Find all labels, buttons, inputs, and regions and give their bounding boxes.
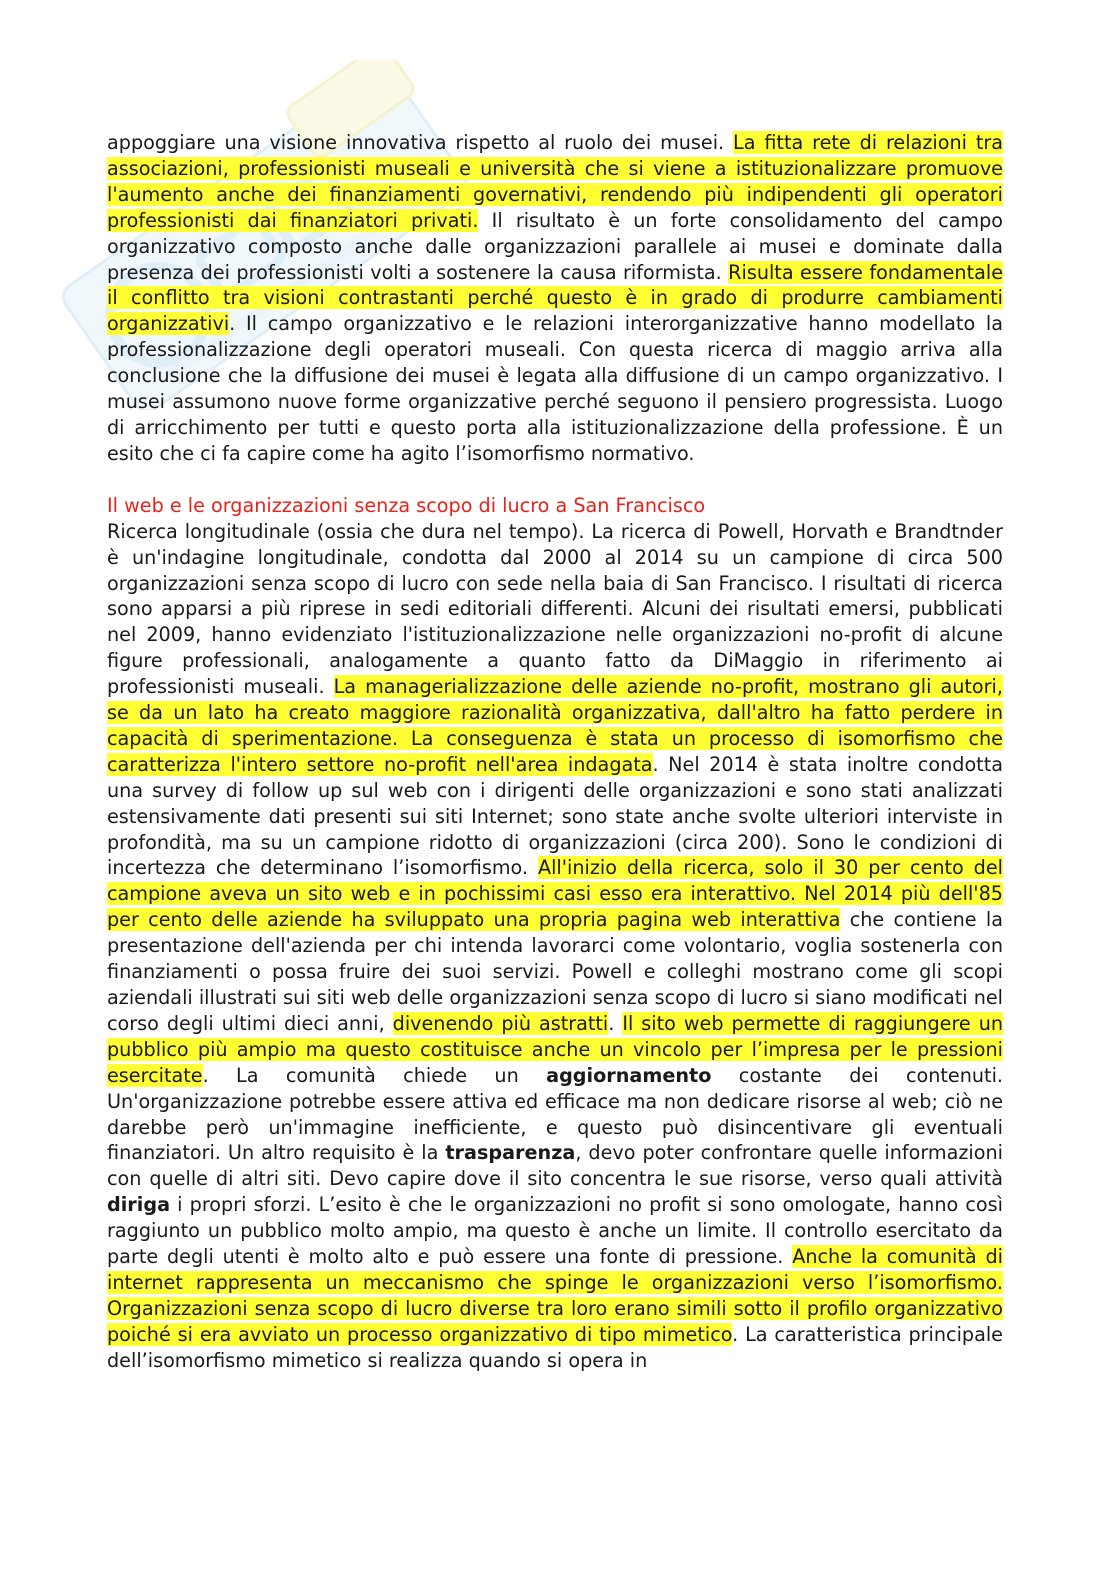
- text-run: . Nel 2014 è stata inoltre condotta una survey di follow up sul web con i dirigenti delle organizzazioni e sono stati analizzati estensivamente dati presenti sui siti Internet; sono state anche svolte ulteriori interviste in profondità, ma su un campione ridotto di organizzazioni (circa 200). Sono le condizioni di incertezza che determinano l’isomorfismo.: [107, 752, 1003, 880]
- highlighted-text: divenendo più astratti: [392, 1011, 609, 1035]
- document-body: [107, 130, 1003, 1374]
- bold-term: aggiornamento: [546, 1063, 712, 1087]
- highlighted-text: La fitta rete di relazioni tra associazioni, professionisti museali e università che si viene a istituzionalizzare promuove l'aumento anche dei finanziamenti governativi, rendendo più indipendenti gli operatori professionisti dai finanziatori privati.: [107, 131, 1004, 232]
- highlighted-text: All'inizio della ricerca, solo il 30 per cento del campione aveva un sito web e in pochissimi casi esso era interattivo. Nel 2014 più dell'85 per cento delle aziende ha sviluppato una propria pagina web interattiva: [107, 856, 1003, 932]
- text-run: . Il campo organizzativo e le relazioni interorganizzative hanno modellato la professionalizzazione degli operatori museali. Con questa ricerca di maggio arriva alla conclusione che la diffusione dei musei è legata alla diffusione di un campo organizzativo. I musei assumono nuove forme organizzative perché seguono il pensiero progressista. Luogo di arricchimento per tutti e questo porta alla istituzionalizzazione della professione. È un esito che ci fa capire come ha agito l’isomorfismo normativo.: [107, 312, 1003, 465]
- highlighted-text: Il sito web permette di raggiungere un pubblico più ampio ma questo costituisce anche un vincolo per l’impresa per le pressioni esercitate: [107, 1011, 1004, 1087]
- text-run: appoggiare una visione innovativa rispetto al ruolo dei musei.: [107, 131, 734, 154]
- text-run: Il risultato è un forte consolidamento del campo organizzativo composto anche dalle organizzazioni parallele ai musei e dominate dalla presenza dei professionisti volti a sostenere la causa riformista.: [107, 208, 1003, 284]
- section-heading: Il web e le organizzazioni senza scopo di lucro a San Francisco: [107, 493, 706, 517]
- bold-term: diriga: [107, 1193, 171, 1217]
- paragraph-museums: [107, 130, 1003, 467]
- text-run: . La comunità chiede un: [202, 1063, 547, 1087]
- text-run: Ricerca longitudinale (ossia che dura nel tempo). La ricerca di Powell, Horvath e Brandtnder è un'indagine longitudinale, condotta dal 2000 al 2014 su un campione di circa 500 organizzazioni senza scopo di lucro con sede nella baia di San Francisco. I risultati di ricerca sono apparsi a più riprese in sedi editoriali differenti. Alcuni dei risultati emersi, pubblicati nel 2009, hanno evidenziato l'istituzionalizzazione nelle organizzazioni no-profit di alcune figure professionali, analogamente a quanto fatto da DiMaggio in riferimento ai professionisti museali.: [107, 519, 1003, 699]
- highlighted-text: Anche la comunità di internet rappresenta un meccanismo che spinge le organizzazioni verso l’isomorfismo. Organizzazioni senza scopo di lucro diverse tra loro erano simili sotto il profilo organizzativo poiché si era avviato un processo organizzativo di tipo mimetico: [107, 1245, 1003, 1346]
- text-run: .: [608, 1011, 623, 1035]
- highlighted-text: La managerializzazione delle aziende no-profit, mostrano gli autori, se da un lato ha creato maggiore razionalità organizzativa, dall'altro ha fatto perdere in capacità di sperimentazione. La conseguenza è stata un processo di isomorfismo che caratterizza l'intero settore no-profit nell'area indagata: [107, 675, 1003, 776]
- text-run: , devo poter confrontare quelle informazioni con quelle di altri siti. Devo capire dove il sito concentra le sue risorse, verso quali attività: [107, 1141, 1003, 1191]
- paragraph-web-nonprofit: [107, 519, 1003, 1374]
- bold-term: trasparenza: [445, 1141, 576, 1165]
- text-run: . La caratteristica principale dell’isomorfismo mimetico si realizza quando si opera in: [107, 1322, 1003, 1372]
- text-run: i propri sforzi. L’esito è che le organizzazioni no profit si sono omologate, hanno così raggiunto un pubblico molto ampio, ma questo è anche un limite. Il controllo esercitato da parte degli utenti è molto alto e può essere una fonte di pressione.: [107, 1193, 1003, 1269]
- text-run: che contiene la presentazione dell'azienda per chi intenda lavorarci come volontario, voglia sostenerla con finanziamenti o possa fruire dei suoi servizi. Powell e colleghi mostrano come gli scopi aziendali illustrati sui siti web delle organizzazioni senza scopo di lucro si siano modificati nel corso degli ultimi dieci anni,: [107, 908, 1003, 1035]
- highlighted-text: Risulta essere fondamentale il conflitto tra visioni contrastanti perché questo è in grado di produrre cambiamenti organizzativi: [107, 260, 1004, 336]
- text-run: costante dei contenuti. Un'organizzazione potrebbe essere attiva ed efficace ma non dedicare risorse al web; ciò ne darebbe però un'immagine inefficiente, e questo può disincentivare gli eventuali finanziatori. Un altro requisito è la: [107, 1063, 1003, 1165]
- paragraph-spacer: [107, 467, 1003, 493]
